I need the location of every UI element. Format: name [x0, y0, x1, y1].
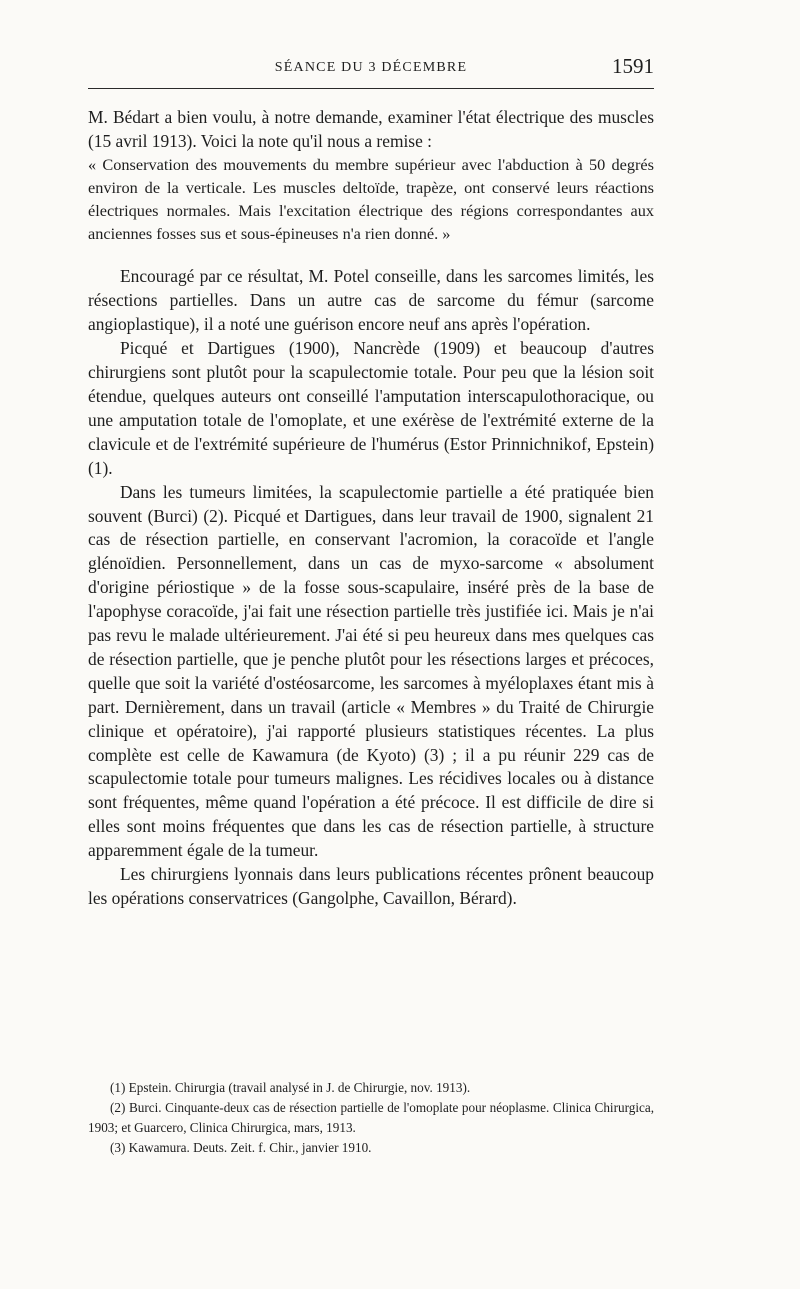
page-number: 1591: [612, 54, 654, 78]
quoted-note: « Conservation des mouvements du membre supérieur avec l'abduction à 50 degrés environ de la verticale. Les muscles deltoïde, trapèze, ont conservé leurs réactions électriques normales. Mais l'excitation électrique des régions correspondantes aux anciennes fosses sus et sous-épineuses n'a rien donné. »: [88, 154, 654, 243]
quote-intro: M. Bédart a bien voulu, à notre demande, examiner l'état électrique des muscles (15 avril 1913). Voici la note qu'il nous a remise :: [88, 107, 654, 151]
footnote-3: (3) Kawamura. Deuts. Zeit. f. Chir., janvier 1910.: [110, 1140, 372, 1155]
footnotes: [88, 1078, 654, 1158]
paragraph-tumeurs-limitees: Dans les tumeurs limitées, la scapulectomie partielle a été pratiquée bien souvent (Burci) (2). Picqué et Dartigues, dans leur travail de 1900, signalent 21 cas de résection partielle, en conservant l'acromion, la coracoïde et l'angle glénoïdien. Personnellement, dans un cas de myxo-sarcome « absolument d'origine périostique » de la fosse sous-scapulaire, inséré près de la base de l'apophyse coracoïde, j'ai fait une résection partielle très justifiée ici. Mais je n'ai pas revu le malade ultérieurement. J'ai été si peu heureux dans mes quelques cas de résection partielle, que je penche plutôt pour les résections larges et précoces, quelle que soit la variété d'ostéosarcome, les sarcomes à myéloplaxes étant mis à part. Dernièrement, dans un travail (article « Membres » du Traité de Chirurgie clinique et opératoire), j'ai rapporté plusieurs statistiques récentes. La plus complète est celle de Kawamura (de Kyoto) (3) ; il a pu réunir 229 cas de scapulectomie totale pour tumeurs malignes. Les récidives locales ou à distance sont fréquentes, même quand l'opération a été précoce. Il est difficile de dire si elles sont moins fréquentes que dans les cas de résection partielle, à structure apparemment égale de la tumeur.: [88, 481, 654, 861]
paragraph-scapulectomie: Picqué et Dartigues (1900), Nancrède (1909) et beaucoup d'autres chirurgiens sont plutôt pour la scapulectomie totale. Pour peu que la lésion soit étendue, quelques auteurs ont conseillé l'amputation interscapulothoracique, ou une amputation totale de l'omoplate, et une exérèse de l'extrémité externe de la clavicule et de l'extrémité supérieure de l'humérus (Estor Prinnichnikof, Epstein) (1).: [88, 338, 654, 478]
body-text: [88, 106, 654, 911]
page-header: [88, 52, 654, 89]
running-title: SÉANCE DU 3 DÉCEMBRE: [274, 60, 468, 75]
footnote-2: (2) Burci. Cinquante-deux cas de résection partielle de l'omoplate pour néoplasme. Clinica Chirurgica, 1903; et Guarcero, Clinica Chirurgica, mars, 1913.: [88, 1100, 654, 1135]
paragraph-chirurgiens-lyonnais: Les chirurgiens lyonnais dans leurs publications récentes prônent beaucoup les opérations conservatrices (Gangolphe, Cavaillon, Bérard).: [88, 864, 654, 908]
paragraph-potel: Encouragé par ce résultat, M. Potel conseille, dans les sarcomes limités, les résections partielles. Dans un autre cas de sarcome du fémur (sarcome angioplastique), il a noté une guérison encore neuf ans après l'opération.: [88, 266, 654, 335]
footnote-1: (1) Epstein. Chirurgia (travail analysé in J. de Chirurgie, nov. 1913).: [110, 1080, 471, 1095]
section-gap: [88, 245, 654, 265]
